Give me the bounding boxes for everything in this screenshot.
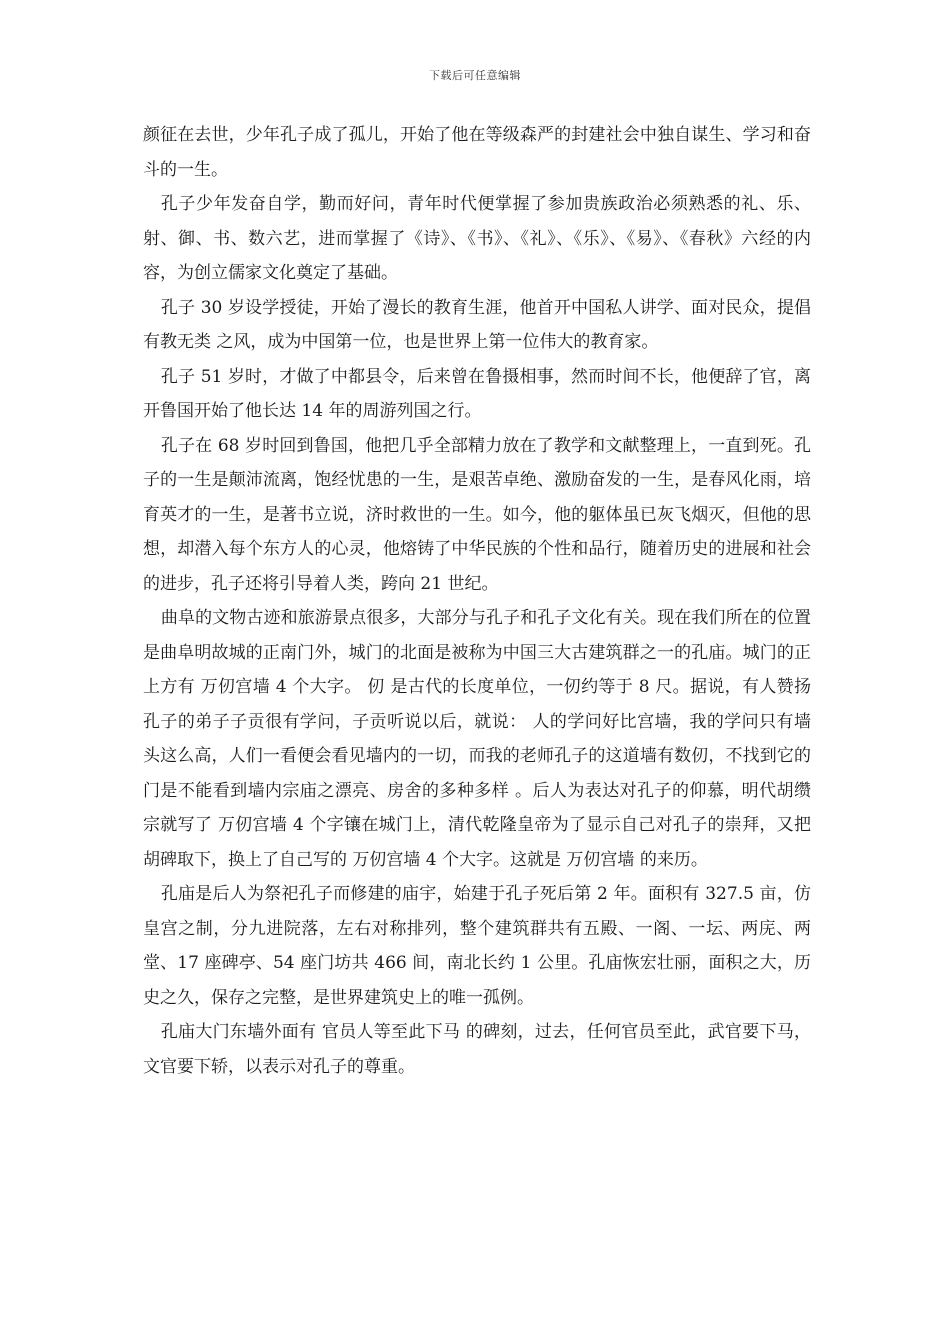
paragraph-7: 孔庙是后人为祭祀孔子而修建的庙宇，始建于孔子死后第 2 年。面积有 327.5 亩，仿皇宫之制，分九进院落，左右对称排列，整个建筑群共有五殿、一阁、一坛、两庑、两堂、17 座碑亭、54 座门坊共 466 间，南北长约 1 公里。孔庙恢宏壮丽，面积之大，历史之久，保存之完整，是世界建筑史上的唯一孤例。 <box>143 884 811 1008</box>
paragraph-2: 孔子少年发奋自学，勤而好问，青年时代便掌握了参加贵族政治必须熟悉的礼、乐、射、御、书、数六艺，进而掌握了《诗》、《书》、《礼》、《乐》、《易》、《春秋》六经的内容，为创立儒家文化奠定了基础。 <box>143 194 811 283</box>
document-body <box>143 118 811 1084</box>
paragraph-3: 孔子 30 岁设学授徒，开始了漫长的教育生涯，他首开中国私人讲学、面对民众，提倡 有教无类 之风，成为中国第一位，也是世界上第一位伟大的教育家。 <box>143 297 811 352</box>
paragraph-5: 孔子在 68 岁时回到鲁国，他把几乎全部精力放在了教学和文献整理上，一直到死。孔子的一生是颠沛流离，饱经忧患的一生，是艰苦卓绝、激励奋发的一生，是春风化雨，培育英才的一生，是著书立说，济时救世的一生。如今，他的躯体虽已灰飞烟灭，但他的思想，却潜入每个东方人的心灵，他熔铸了中华民族的个性和品行，随着历史的进展和社会的进步，孔子还将引导着人类，跨向 21 世纪。 <box>143 435 811 594</box>
paragraph-1: 颜征在去世，少年孔子成了孤儿，开始了他在等级森严的封建社会中独自谋生、学习和奋斗的一生。 <box>143 125 811 180</box>
paragraph-6: 曲阜的文物古迹和旅游景点很多，大部分与孔子和孔子文化有关。现在我们所在的位置是曲阜明故城的正南门外，城门的北面是被称为中国三大古建筑群之一的孔庙。城门的正上方有 万仞宫墙 4 个大字。 仞 是古代的长度单位，一仞约等于 8 尺。据说，有人赞扬孔子的弟子子贡很有学问，子贡听说以后，就说： 人的学问好比宫墙，我的学问只有墙头这么高，人们一看便会看见墙内的一切，而我的老师孔子的这道墙有数仞，不找到它的门是不能看到墙内宗庙之漂亮、房舍的多种多样 。后人为表达对孔子的仰慕，明代胡缵宗就写了 万仞宫墙 4 个字镶在城门上，清代乾隆皇帝为了显示自己对孔子的崇拜，又把胡碑取下，换上了自己写的 万仞宫墙 4 个大字。这就是 万仞宫墙 的来历。 <box>143 608 811 870</box>
paragraph-8: 孔庙大门东墙外面有 官员人等至此下马 的碑刻，过去，任何官员至此，武官要下马，文官要下轿，以表示对孔子的尊重。 <box>143 1022 811 1077</box>
paragraph-4: 孔子 51 岁时，才做了中都县令，后来曾在鲁摄相事，然而时间不长，他便辞了官，离开鲁国开始了他长达 14 年的周游列国之行。 <box>143 366 811 421</box>
page-header: 下载后可任意编辑 <box>429 69 521 82</box>
